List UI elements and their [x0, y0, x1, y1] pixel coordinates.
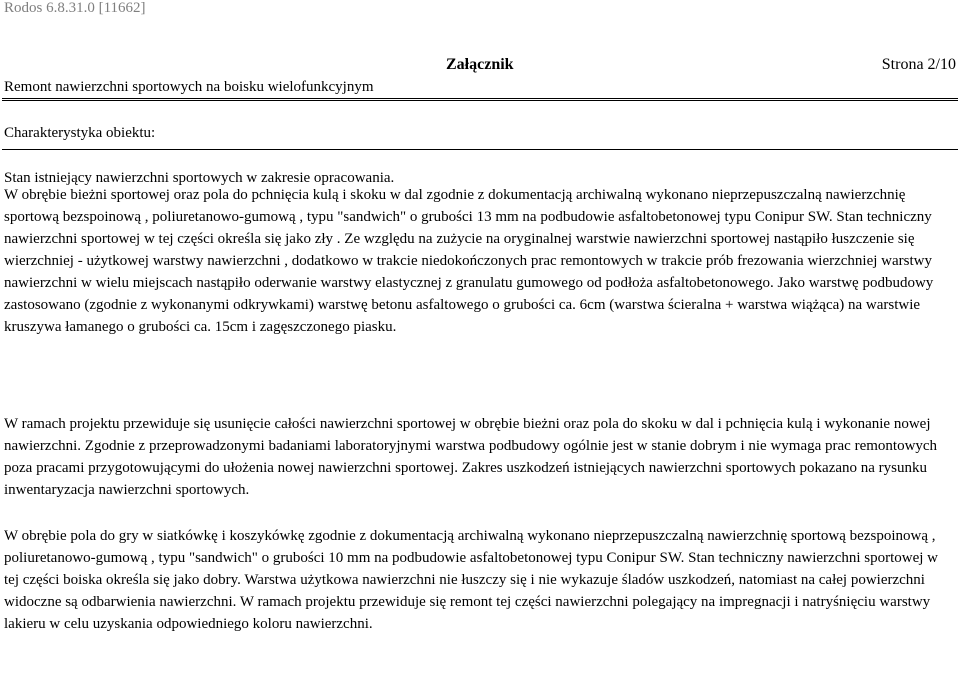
header-title: Załącznik [446, 56, 514, 73]
section-label: Charakterystyka obiektu: [4, 125, 156, 141]
state-heading: Stan istniejący nawierzchni sportowych w zakresie opracowania. [4, 170, 395, 186]
paragraph-2-text: W ramach projektu przewiduje się usunięcie całości nawierzchni sportowej w obrębie bieżni oraz pola do skoku w dal i pchnięcia kulą i wykonanie nowej nawierzchni. Zgodnie z przeprowadzonymi badaniami laboratoryjnymi warstwa podbudowy ogólnie jest w stanie dobrym i nie wymaga prac remontowych poza pracami przygotowującymi do ułożenia nowej nawierzchni sportowej. Zakres uszkodzeń istniejących nawierzchni sportowych pokazano na rysunku inwentaryzacja nawierzchni sportowych. [4, 416, 938, 498]
page-number: Strona 2/10 [881, 56, 956, 73]
paragraph-1 [4, 184, 956, 338]
section-divider [2, 149, 958, 150]
paragraph-3-text: W obrębie pola do gry w siatkówkę i koszykówkę zgodnie z dokumentacją archiwalną wykonano nieprzepuszczalną nawierzchnię sportową bezspoinową , poliuretanowo-gumową , typu "sandwich" o grubości 10 mm na podbudowie asfaltobetonowej typu Conipur SW. Stan techniczny nawierzchni sportowej w tej części boiska określa się jako dobry. Warstwa użytkowa nawierzchni nie łuszczy się i nie wykazuje śladów uszkodzeń, natomiast na całej powierzchni widoczne są odbarwienia nawierzchni. W ramach projektu przewiduje się remont tej części nawierzchni polegający na impregnacji i natryśnięciu warstwy lakieru w celu uzyskania odpowiedniego koloru nawierzchni. [4, 528, 939, 632]
project-subtitle: Remont nawierzchni sportowych na boisku wielofunkcyjnym [4, 79, 374, 95]
header-divider-secondary [2, 100, 958, 101]
paragraph-2 [4, 413, 956, 501]
paragraph-1-text: W obrębie bieżni sportowej oraz pola do pchnięcia kulą i skoku w dal zgodnie z dokumentacją archiwalną wykonano nieprzepuszczalną nawierzchnię sportową bezspoinową , poliuretanowo-gumową , typu "sandwich" o grubości 13 mm na podbudowie asfaltobetonowej typu Conipur SW. Stan techniczny nawierzchni sportowej w tej części określa się jako zły . Ze względu na zużycie na oryginalnej warstwie nawierzchni sportowej nastąpiło łuszczenie się wierzchniej - użytkowej warstwy nawierzchni , dodatkowo w trakcie niedokończonych prac remontowych w trakcie prób frezowania wierzchniej warstwy nawierzchni w wielu miejscach nastąpiło oderwanie warstwy elastycznej z granulatu gumowego od podłoża asfaltobetonowego. Jako warstwę podbudowy zastosowano (zgodnie z wykonanymi odkrywkami) warstwę betonu asfaltowego o grubości ca. 6cm (warstwa ścieralna + warstwa wiążąca) na warstwie kruszywa łamanego o grubości ca. 15cm i zagęszczonego piasku. [4, 187, 934, 335]
paragraph-3 [4, 525, 956, 635]
header-divider [2, 98, 958, 99]
window-title: Rodos 6.8.31.0 [11662] [4, 0, 146, 16]
